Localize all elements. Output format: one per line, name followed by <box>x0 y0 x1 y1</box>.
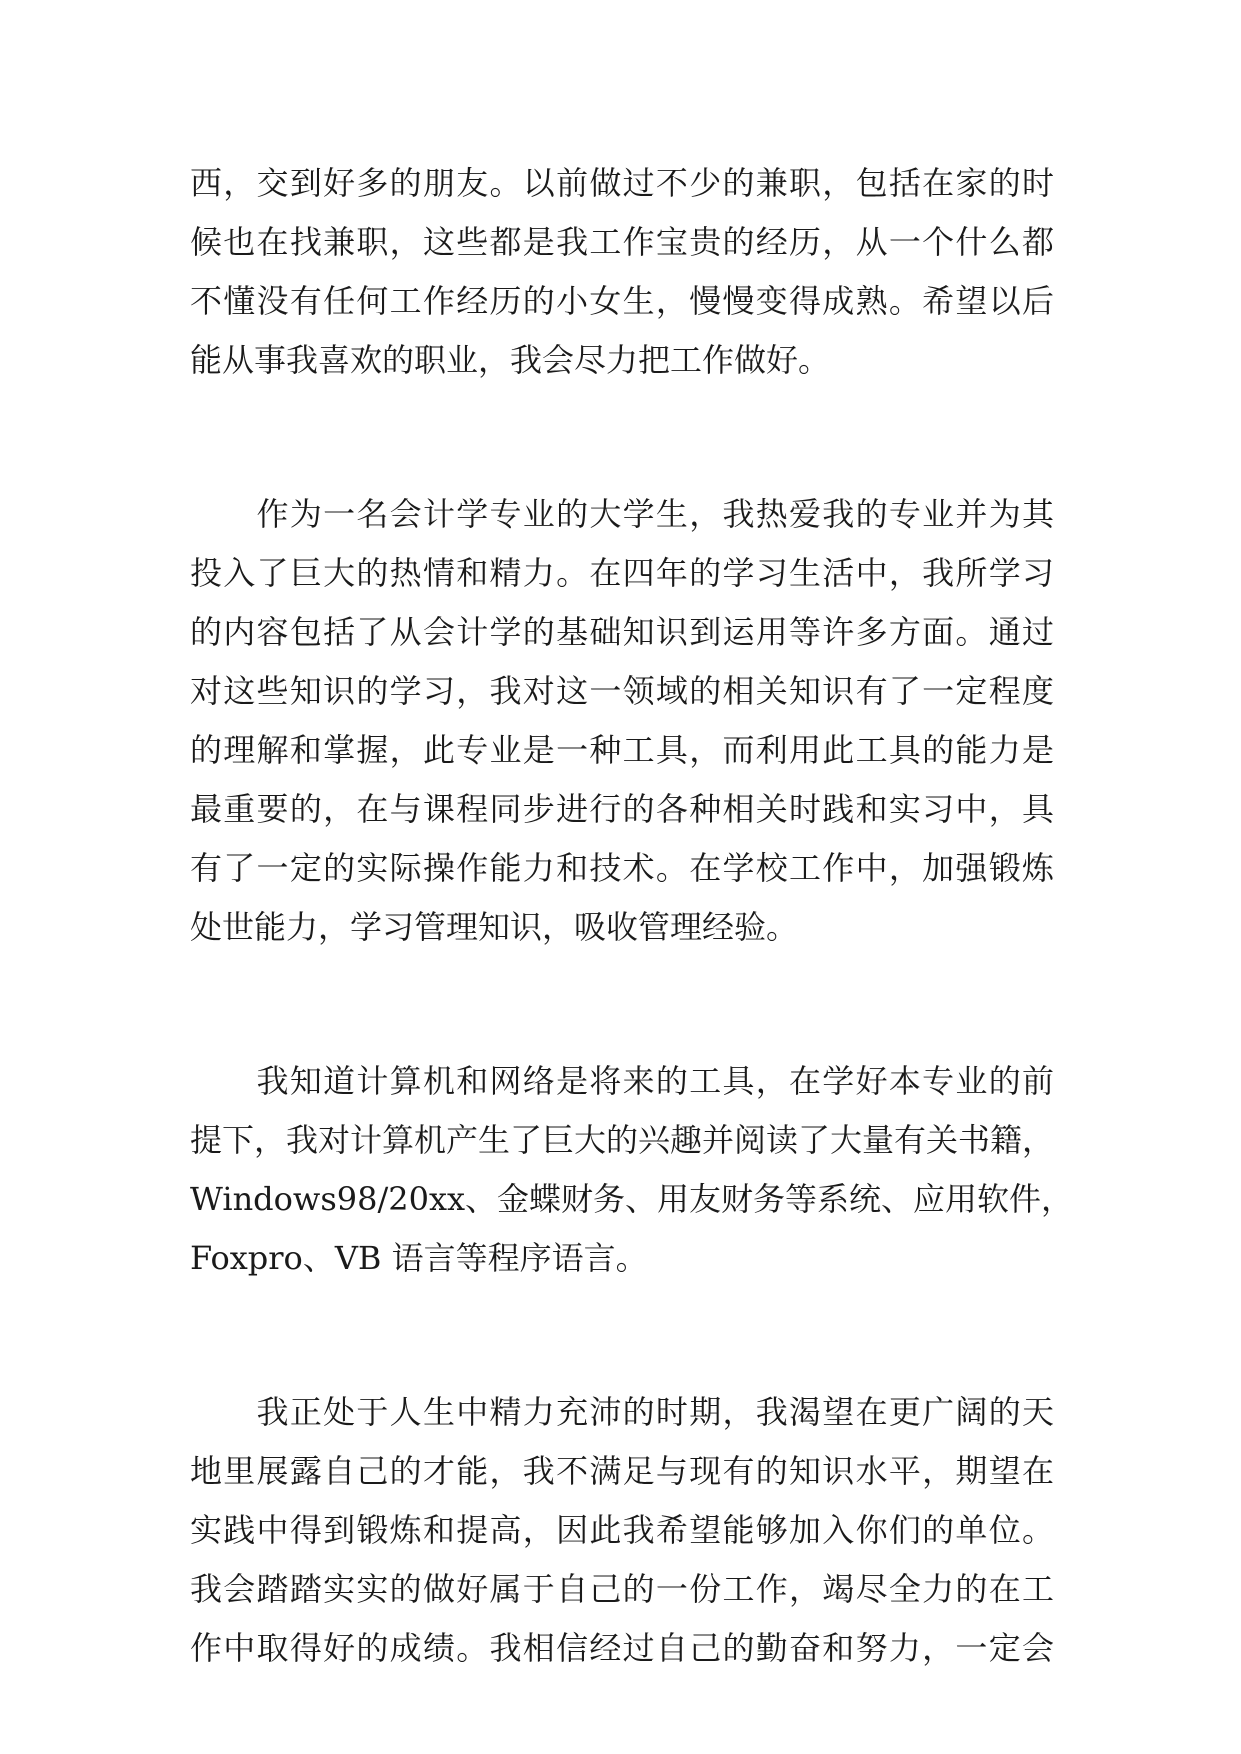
paragraph-1 <box>190 154 1054 390</box>
text-line: 投入了巨大的热情和精力。在四年的学习生活中，我所学习 <box>190 554 1054 592</box>
text-line: Foxpro、VB 语言等程序语言。 <box>190 1239 648 1277</box>
body-text <box>190 154 1074 1678</box>
text-line: 我知道计算机和网络是将来的工具，在学好本专业的前 <box>190 1062 1054 1100</box>
text-line: Windows98/20xx、金蝶财务、用友财务等系统、应用软件， <box>190 1180 1074 1218</box>
paragraph-spacer <box>190 1288 1054 1383</box>
paragraph-4 <box>190 1383 1054 1678</box>
paragraph-spacer <box>190 957 1054 1052</box>
text-line: 作中取得好的成绩。我相信经过自己的勤奋和努力，一定会 <box>190 1629 1054 1667</box>
text-line: 能从事我喜欢的职业，我会尽力把工作做好。 <box>190 341 831 379</box>
text-line: 有了一定的实际操作能力和技术。在学校工作中，加强锻炼 <box>190 849 1054 887</box>
paragraph-2 <box>190 485 1054 957</box>
text-line: 候也在找兼职，这些都是我工作宝贵的经历，从一个什么都 <box>190 223 1054 261</box>
text-line: 提下，我对计算机产生了巨大的兴趣并阅读了大量有关书籍， <box>190 1121 1055 1159</box>
text-line: 不懂没有任何工作经历的小女生，慢慢变得成熟。希望以后 <box>190 282 1054 320</box>
text-line: 我正处于人生中精力充沛的时期，我渴望在更广阔的天 <box>190 1393 1054 1431</box>
text-line: 最重要的，在与课程同步进行的各种相关时践和实习中，具 <box>190 790 1054 828</box>
text-line: 作为一名会计学专业的大学生，我热爱我的专业并为其 <box>190 495 1054 533</box>
paragraph-spacer <box>190 390 1054 485</box>
paragraph-3 <box>190 1052 1074 1288</box>
text-line: 对这些知识的学习，我对这一领域的相关知识有了一定程度 <box>190 672 1054 710</box>
text-line: 的内容包括了从会计学的基础知识到运用等许多方面。通过 <box>190 613 1054 651</box>
text-line: 处世能力，学习管理知识，吸收管理经验。 <box>190 908 799 946</box>
text-line: 地里展露自己的才能，我不满足与现有的知识水平，期望在 <box>190 1452 1054 1490</box>
text-line: 我会踏踏实实的做好属于自己的一份工作，竭尽全力的在工 <box>190 1570 1054 1608</box>
text-line: 实践中得到锻炼和提高，因此我希望能够加入你们的单位。 <box>190 1511 1054 1549</box>
text-line: 的理解和掌握，此专业是一种工具，而利用此工具的能力是 <box>190 731 1054 769</box>
text-line: 西，交到好多的朋友。以前做过不少的兼职，包括在家的时 <box>190 164 1054 202</box>
